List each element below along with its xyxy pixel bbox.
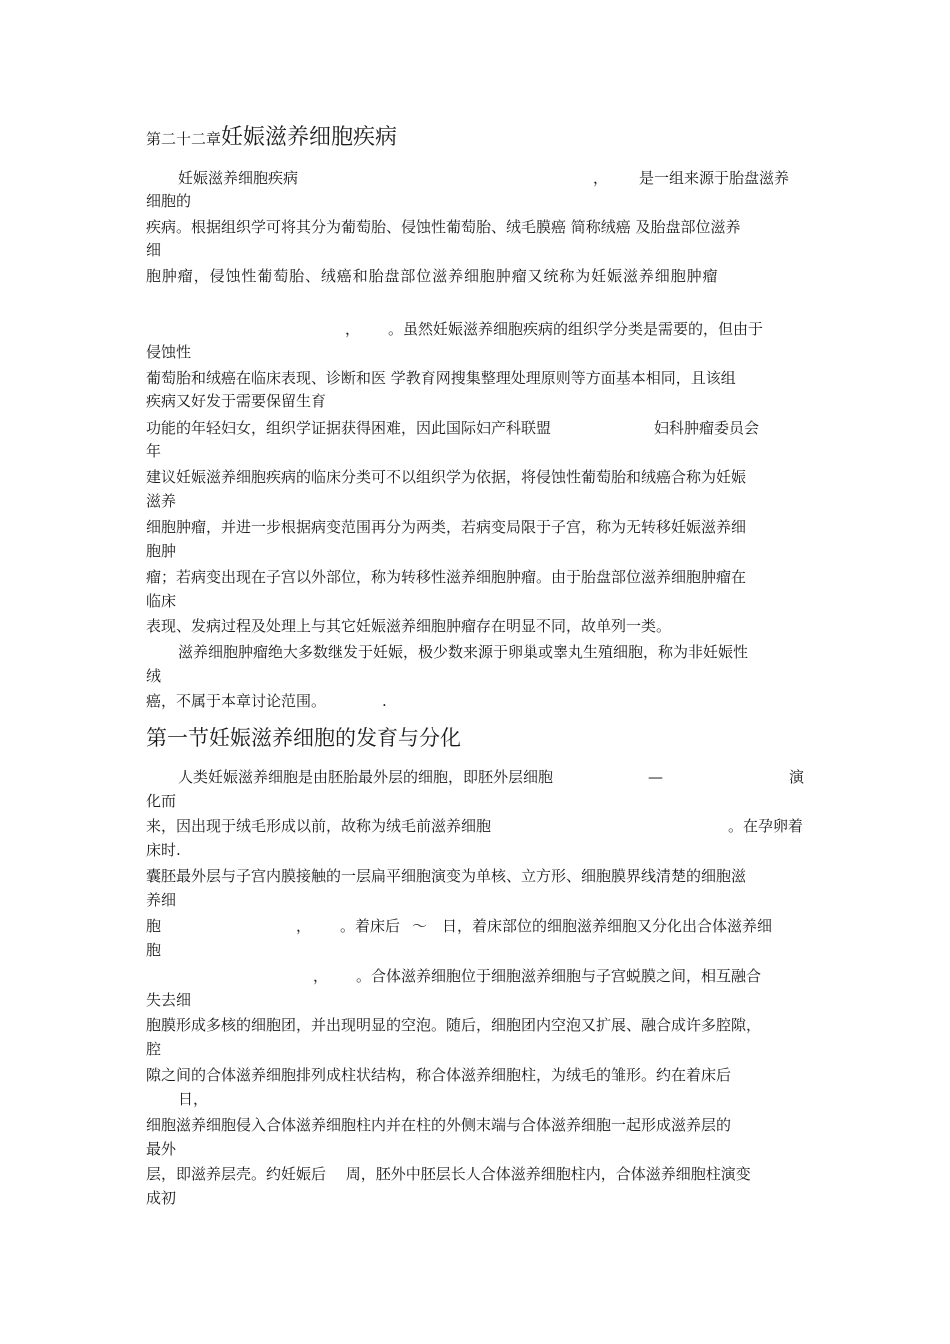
text-fragment: ，	[296, 917, 312, 935]
text-line: 胞膜形成多核的细胞团，并出现明显的空泡。随后，细胞团内空泡又扩展、融合成许多腔隙，	[146, 1016, 762, 1034]
text-line: 功能的年轻妇女，组织学证据获得困难，因此国际妇产科联盟	[146, 419, 552, 437]
text-line: 疾病。根据组织学可将其分为葡萄胎、侵蚀性葡萄胎、绒毛膜癌 简称绒癌 及胎盘部位滋养	[146, 218, 741, 236]
text-line: 瘤；若病变出现在子宫以外部位，称为转移性滋养细胞肿瘤。由于胎盘部位滋养细胞肿瘤在	[146, 568, 747, 586]
text-line: 胞肿瘤，侵蚀性葡萄胎、绒癌和胎盘部位滋养细胞肿瘤又统称为妊娠滋养细胞肿瘤	[146, 267, 719, 285]
text-line: 人类妊娠滋养细胞是由胚胎最外层的细胞，即胚外层细胞	[178, 768, 554, 786]
text-line: 化而	[146, 792, 177, 810]
text-line: 滋养	[146, 492, 177, 510]
text-line: 养细	[146, 891, 177, 909]
chapter-number: 第二十二章	[146, 130, 222, 148]
text-line: 腔	[146, 1040, 162, 1058]
text-fragment: 。虽然妊娠滋养细胞疾病的组织学分类是需要的，但由于	[388, 320, 764, 338]
text-fragment: 。着床后	[340, 917, 401, 935]
text-line: 癌，不属于本章讨论范围。	[146, 692, 327, 710]
text-fragment: 日，着床部位的细胞滋养细胞又分化出合体滋养细	[442, 917, 773, 935]
text-fragment: 。在孕卵着	[728, 817, 804, 835]
chapter-name: 妊娠滋养细胞疾病	[221, 125, 398, 150]
text-line: 胞	[146, 917, 162, 935]
text-line: 细胞的	[146, 192, 192, 210]
section-heading: 第一节妊娠滋养细胞的发育与分化	[146, 726, 461, 750]
text-line: 葡萄胎和绒癌在临床表现、诊断和医 学教育网搜集整理处理原则等方面基本相同，且该组	[146, 369, 736, 387]
text-line: 床时.	[146, 841, 181, 859]
text-line: 失去细	[146, 991, 192, 1009]
text-line: 细	[146, 241, 162, 259]
text-line: 层，即滋养层壳。约妊娠后 周，胚外中胚层长人合体滋养细胞柱内，合体滋养细胞柱演变	[146, 1165, 751, 1183]
text-fragment: 。合体滋养细胞位于细胞滋养细胞与子宫蜕膜之间，相互融合	[356, 967, 762, 985]
text-line: 滋养细胞肿瘤绝大多数继发于妊娠，极少数来源于卵巢或睾丸生殖细胞，称为非妊娠性	[178, 643, 749, 661]
text-line: 妊娠滋养细胞疾病	[178, 169, 299, 187]
text-fragment: ，	[593, 169, 609, 187]
text-line: 成初	[146, 1189, 177, 1207]
text-line: 绒	[146, 667, 162, 685]
text-line: 来，因出现于绒毛形成以前，故称为绒毛前滋养细胞	[146, 817, 492, 835]
text-fragment: ，	[313, 967, 329, 985]
text-line: 临床	[146, 592, 177, 610]
text-fragment: .	[382, 692, 387, 710]
chapter-title	[146, 120, 397, 151]
text-line: 疾病又好发于需要保留生育	[146, 392, 327, 410]
text-line: 胞	[146, 941, 162, 959]
text-line: 年	[146, 442, 162, 460]
text-fragment: 是一组来源于胎盘滋养	[639, 169, 790, 187]
text-line: 日，	[178, 1090, 209, 1108]
text-line: 隙之间的合体滋养细胞排列成柱状结构，称合体滋养细胞柱，为绒毛的雏形。约在着床后	[146, 1066, 732, 1084]
text-line: 侵蚀性	[146, 343, 192, 361]
text-fragment: —	[648, 768, 663, 786]
text-line: 细胞肿瘤，并进一步根据病变范围再分为两类，若病变局限于子宫，称为无转移妊娠滋养细	[146, 518, 747, 536]
text-fragment: ，	[345, 320, 361, 338]
text-fragment: ～	[412, 917, 428, 935]
text-fragment: 妇科肿瘤委员会	[654, 419, 760, 437]
text-fragment: 演	[789, 768, 805, 786]
text-line: 囊胚最外层与子宫内膜接触的一层扁平细胞演变为单核、立方形、细胞膜界线清楚的细胞滋	[146, 867, 747, 885]
text-line: 最外	[146, 1140, 177, 1158]
text-line: 建议妊娠滋养细胞疾病的临床分类可不以组织学为依据，将侵蚀性葡萄胎和绒癌合称为妊娠	[146, 468, 747, 486]
text-line: 表现、发病过程及处理上与其它妊娠滋养细胞肿瘤存在明显不同，故单列一类。	[146, 617, 672, 635]
text-line: 细胞滋养细胞侵入合体滋养细胞柱内并在柱的外侧末端与合体滋养细胞一起形成滋养层的	[146, 1116, 732, 1134]
text-line: 胞肿	[146, 542, 177, 560]
